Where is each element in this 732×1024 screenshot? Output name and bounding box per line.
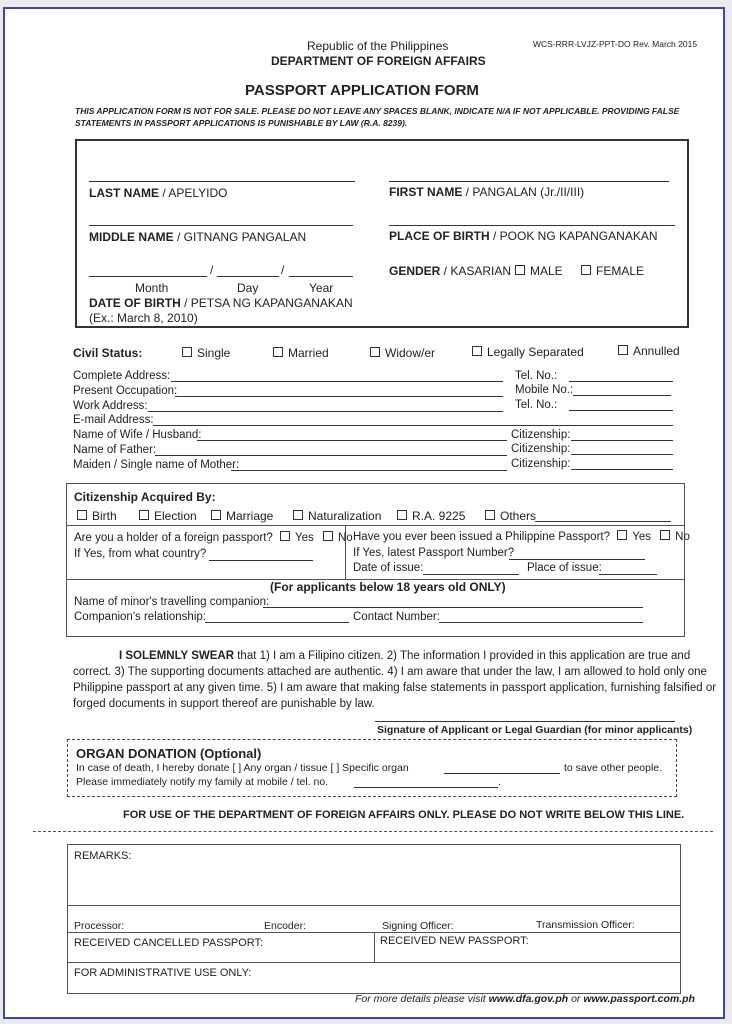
- dob-year-field[interactable]: [289, 276, 353, 277]
- office-use-box: [67, 844, 681, 994]
- mother-field[interactable]: [231, 470, 507, 471]
- ph-yes-checkbox[interactable]: [617, 530, 627, 540]
- father-label: Name of Father:: [73, 444, 157, 456]
- election-checkbox[interactable]: [139, 510, 149, 520]
- latest-passport-field[interactable]: [509, 559, 645, 560]
- dfa-use-only-notice: FOR USE OF THE DEPARTMENT OF FOREIGN AFFAIRS ONLY. PLEASE DO NOT WRITE BELOW THIS LINE.: [123, 809, 685, 821]
- middle-name-label: MIDDLE NAME / GITNANG PANGALAN: [89, 230, 307, 244]
- admin-use-label: FOR ADMINISTRATIVE USE ONLY:: [74, 967, 252, 979]
- organ-donation-box: [67, 739, 677, 797]
- form-page: [3, 7, 725, 1019]
- date-of-issue-field[interactable]: [423, 574, 519, 575]
- oath-line-4: forged documents in support thereof are punishable by law.: [73, 698, 375, 710]
- email-label: E-mail Address:: [73, 414, 154, 426]
- organ-donation-period: .: [498, 776, 501, 788]
- civil-status-widow[interactable]: Widow/er: [370, 346, 435, 360]
- citizenship-others-option[interactable]: Others: [485, 509, 536, 523]
- organ-donation-line-2: Please immediately notify my family at mobile / tel. no.: [76, 776, 329, 788]
- organ-donation-title: ORGAN DONATION (Optional): [76, 746, 262, 761]
- divider: [374, 932, 375, 962]
- notice-line-2: STATEMENTS IN PASSPORT APPLICATIONS IS PUNISHABLE BY LAW (R.A. 8239).: [75, 118, 408, 128]
- male-checkbox[interactable]: [515, 265, 525, 275]
- department-label: DEPARTMENT OF FOREIGN AFFAIRS: [271, 54, 486, 68]
- place-of-issue-label: Place of issue:: [527, 562, 602, 574]
- divider: [67, 525, 684, 526]
- work-address-field[interactable]: [148, 411, 503, 412]
- present-occupation-field[interactable]: [175, 396, 503, 397]
- republic-label: Republic of the Philippines: [307, 39, 449, 53]
- divider: [68, 962, 680, 963]
- others-checkbox[interactable]: [485, 510, 495, 520]
- dob-example: (Ex.: March 8, 2010): [89, 311, 198, 325]
- father-field[interactable]: [155, 455, 507, 456]
- mobile-field[interactable]: [573, 395, 671, 396]
- female-checkbox[interactable]: [581, 265, 591, 275]
- latest-passport-label: If Yes, latest Passport Number?: [353, 547, 515, 559]
- father-citizenship-label: Citizenship:: [511, 443, 571, 455]
- place-of-birth-label: PLACE OF BIRTH / POOK NG KAPANGANAKAN: [389, 229, 658, 243]
- foreign-country-field[interactable]: [209, 560, 313, 561]
- personal-info-box: [75, 139, 689, 328]
- organ-donation-line-1-end: to save other people.: [564, 762, 663, 774]
- spouse-field[interactable]: [197, 440, 507, 441]
- ph-passport-question: Have you ever been issued a Philippine Passport? Yes No: [353, 531, 690, 543]
- dob-label: DATE OF BIRTH / PETSA NG KAPANGANAKAN: [89, 296, 353, 310]
- mother-label: Maiden / Single name of Mother:: [73, 459, 240, 471]
- foreign-country-label: If Yes, from what country?: [74, 548, 207, 560]
- tel-field[interactable]: [569, 381, 673, 382]
- signature-label: Signature of Applicant or Legal Guardian (for minor applicants): [377, 724, 693, 736]
- notify-number-field[interactable]: [354, 787, 498, 788]
- last-name-field[interactable]: [89, 181, 355, 182]
- transmission-officer-label: Transmission Officer:: [536, 919, 635, 931]
- companion-relationship-field[interactable]: [205, 622, 349, 623]
- dob-month-label: Month: [135, 281, 169, 295]
- form-code: WCS-RRR-LVJZ-PPT-DO Rev. March 2015: [533, 39, 698, 49]
- single-checkbox[interactable]: [182, 347, 192, 357]
- mobile-label: Mobile No.:: [515, 384, 574, 396]
- dob-slash-2: /: [281, 263, 285, 277]
- married-checkbox[interactable]: [273, 347, 283, 357]
- first-name-label: FIRST NAME / PANGALAN (Jr./II/III): [389, 185, 585, 199]
- citizenship-box: [66, 483, 690, 637]
- signature-field[interactable]: [375, 721, 675, 722]
- civil-status-annulled[interactable]: Annulled: [618, 344, 680, 358]
- annulled-checkbox[interactable]: [618, 345, 628, 355]
- citizenship-birth-option[interactable]: Birth: [77, 509, 117, 523]
- companion-name-field[interactable]: [263, 607, 643, 608]
- date-of-issue-label: Date of issue:: [353, 562, 424, 574]
- birth-checkbox[interactable]: [77, 510, 87, 520]
- cut-line: [33, 831, 713, 832]
- civil-status-label: Civil Status:: [73, 346, 143, 360]
- citizenship-others-field[interactable]: [535, 521, 671, 522]
- oath-line-3: Philippine passport at any given time. 5) I am aware that making false statements in passport application, furnishing falsified or: [73, 682, 717, 694]
- contact-number-label: Contact Number:: [353, 611, 440, 623]
- gender-label: GENDER / KASARIAN: [389, 264, 512, 278]
- notice-line-1: THIS APPLICATION FORM IS NOT FOR SALE. PLEASE DO NOT LEAVE ANY SPACES BLANK, INDICATE N/A IF NOT APPLICABLE. PROVIDING FALSE: [75, 106, 680, 116]
- citizenship-naturalization-option[interactable]: Naturalization: [293, 509, 381, 523]
- civil-status-separated[interactable]: Legally Separated: [472, 345, 584, 359]
- dob-slash-1: /: [210, 263, 214, 277]
- citizenship-ra9225-option[interactable]: R.A. 9225: [397, 509, 465, 523]
- mother-citizenship-field[interactable]: [571, 469, 673, 470]
- place-of-issue-field[interactable]: [599, 574, 657, 575]
- received-cancelled-label: RECEIVED CANCELLED PASSPORT:: [74, 937, 264, 949]
- work-address-label: Work Address:: [73, 400, 148, 412]
- civil-status-single[interactable]: Single: [182, 346, 230, 360]
- foreign-yes-checkbox[interactable]: [280, 531, 290, 541]
- marriage-checkbox[interactable]: [211, 510, 221, 520]
- work-tel-label: Tel. No.:: [515, 399, 558, 411]
- complete-address-field[interactable]: [171, 381, 503, 382]
- mother-citizenship-label: Citizenship:: [511, 458, 571, 470]
- last-name-label: LAST NAME / APELYIDO: [89, 186, 228, 200]
- organ-donation-line-1: In case of death, I hereby donate [ ] Any organ / tissue [ ] Specific organ: [76, 762, 409, 774]
- legally-separated-checkbox[interactable]: [472, 346, 482, 356]
- citizenship-acquired-title: Citizenship Acquired By:: [74, 490, 216, 504]
- footer-note: For more details please visit www.dfa.gov.ph or www.passport.com.ph: [355, 993, 695, 1005]
- work-tel-field[interactable]: [569, 410, 673, 411]
- received-new-label: RECEIVED NEW PASSPORT:: [380, 935, 529, 947]
- signing-officer-label: Signing Officer:: [382, 920, 454, 932]
- divider: [68, 905, 680, 906]
- email-field[interactable]: [153, 425, 673, 426]
- tel-label: Tel. No.:: [515, 370, 558, 382]
- gender-male-option[interactable]: MALE: [515, 264, 563, 278]
- ph-no-checkbox[interactable]: [660, 530, 670, 540]
- citizenship-election-option[interactable]: Election: [139, 509, 197, 523]
- oath-line-2: correct. 3) The supporting documents attached are authentic. 4) I am aware that under the law, I am allowed to hold only one: [73, 666, 707, 678]
- companion-relationship-label: Companion's relationship:: [74, 611, 206, 623]
- citizenship-marriage-option[interactable]: Marriage: [211, 509, 273, 523]
- processor-label: Processor:: [74, 920, 125, 932]
- passport-website-link[interactable]: www.passport.com.ph: [583, 993, 695, 1005]
- spouse-label: Name of Wife / Husband:: [73, 429, 202, 441]
- dob-month-field[interactable]: [89, 276, 207, 277]
- contact-number-field[interactable]: [439, 622, 643, 623]
- naturalization-checkbox[interactable]: [293, 510, 303, 520]
- widow-checkbox[interactable]: [370, 347, 380, 357]
- foreign-no-checkbox[interactable]: [323, 531, 333, 541]
- ra-9225-checkbox[interactable]: [397, 510, 407, 520]
- gender-female-option[interactable]: FEMALE: [581, 264, 644, 278]
- minor-section-header: (For applicants below 18 years old ONLY): [270, 580, 506, 594]
- dob-year-label: Year: [309, 281, 334, 295]
- foreign-passport-question: Are you a holder of a foreign passport? Yes No: [74, 532, 353, 544]
- complete-address-label: Complete Address:: [73, 370, 171, 382]
- dob-day-field[interactable]: [217, 276, 279, 277]
- father-citizenship-field[interactable]: [571, 454, 673, 455]
- civil-status-married[interactable]: Married: [273, 346, 329, 360]
- companion-name-label: Name of minor's travelling companion:: [74, 596, 270, 608]
- form-title: PASSPORT APPLICATION FORM: [245, 82, 479, 99]
- first-name-field[interactable]: [389, 181, 669, 182]
- middle-name-field[interactable]: [89, 225, 353, 226]
- spouse-citizenship-label: Citizenship:: [511, 429, 571, 441]
- dfa-website-link[interactable]: www.dfa.gov.ph: [488, 993, 569, 1005]
- oath-line-1: I SOLEMNLY SWEAR that 1) I am a Filipino citizen. 2) The information I provided in this application are true and: [119, 650, 691, 662]
- place-of-birth-field[interactable]: [389, 225, 675, 226]
- present-occupation-label: Present Occupation:: [73, 385, 178, 397]
- encoder-label: Encoder:: [264, 920, 307, 932]
- specific-organ-field[interactable]: [444, 773, 560, 774]
- remarks-label: REMARKS:: [74, 850, 132, 862]
- dob-day-label: Day: [237, 281, 259, 295]
- spouse-citizenship-field[interactable]: [571, 440, 673, 441]
